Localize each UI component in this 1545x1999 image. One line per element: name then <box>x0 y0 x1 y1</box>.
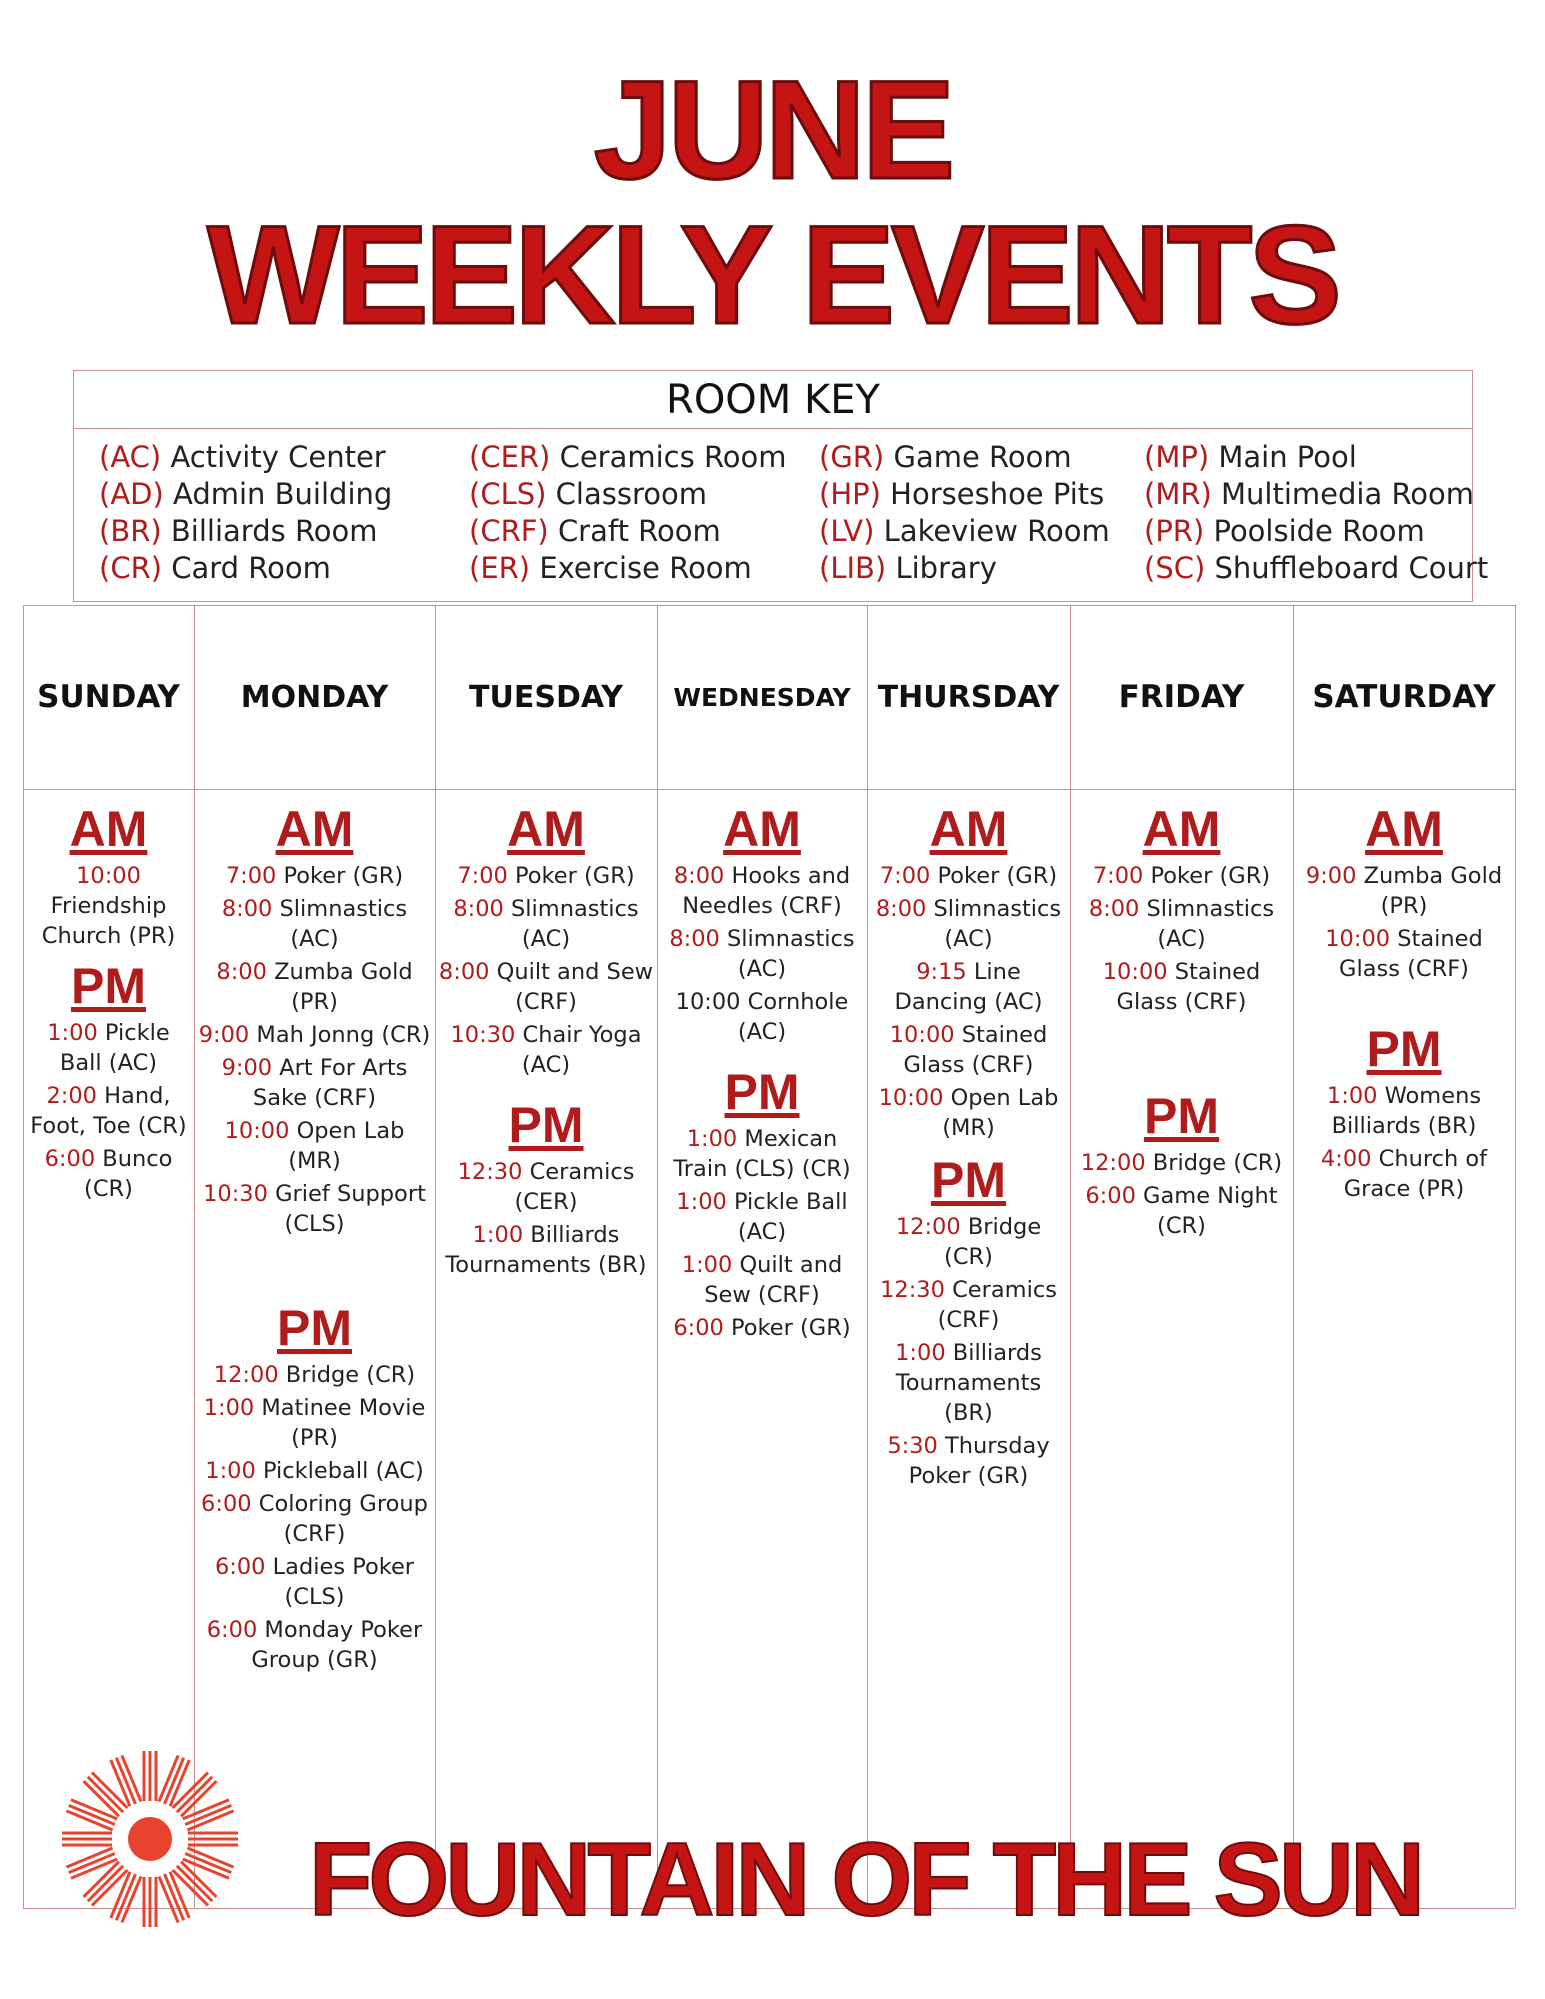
day-header-wednesday: WEDNESDAY <box>673 682 851 712</box>
day-column-wednesday <box>659 800 865 1343</box>
room-name: Card Room <box>171 551 331 585</box>
event-title: Billiards Tournaments (BR) <box>445 1222 647 1278</box>
event-time: 6:00 <box>206 1617 258 1643</box>
event-title: Ladies Poker (CLS) <box>272 1554 415 1610</box>
event-time: 9:00 <box>221 1055 273 1081</box>
room-name: Horseshoe Pits <box>890 477 1105 511</box>
room-code: (ER) <box>469 551 531 585</box>
event-item <box>869 894 1068 954</box>
room-name: Activity Center <box>170 440 386 474</box>
event-time: 8:00 <box>216 959 267 985</box>
day-column-saturday <box>1295 800 1513 1204</box>
event-time: 12:30 <box>457 1159 523 1185</box>
event-title: Poker (GR) <box>937 863 1058 889</box>
event-title: Womens Billiards (BR) <box>1331 1083 1482 1139</box>
title-june: JUNE <box>593 51 952 208</box>
room-code: (MR) <box>1144 477 1212 511</box>
event-item <box>196 1020 433 1050</box>
day-column-tuesday <box>437 800 655 1280</box>
room-code: (CLS) <box>469 477 547 511</box>
event-item <box>25 1018 192 1078</box>
event-title: Bridge (CR) <box>1152 1150 1283 1176</box>
room-key-item <box>819 513 1110 550</box>
event-title: Poker (GR) <box>731 1315 851 1341</box>
event-item <box>869 1212 1068 1272</box>
room-name: Craft Room <box>557 514 721 548</box>
room-key-item <box>1144 439 1488 476</box>
event-title: Pickle Ball (AC) <box>733 1189 848 1245</box>
event-item <box>196 1116 433 1176</box>
grid-column-line <box>867 605 868 1908</box>
grid-column-line <box>194 605 195 1908</box>
room-key-item <box>1144 513 1488 550</box>
room-key-item <box>99 550 392 587</box>
event-item <box>437 957 655 1017</box>
event-item <box>1072 861 1291 891</box>
event-title: Coloring Group (CRF) <box>258 1491 428 1547</box>
event-time: 1:00 <box>681 1252 733 1278</box>
event-time: 8:00 <box>453 896 504 922</box>
event-item <box>659 1313 865 1343</box>
event-title: Friendship Church (PR) <box>41 893 176 949</box>
event-title: 10:00 Cornhole (AC) <box>675 989 849 1045</box>
event-title: Art For Arts Sake (CRF) <box>252 1055 408 1111</box>
event-time: 1:00 <box>686 1126 738 1152</box>
sun-core <box>128 1817 172 1861</box>
event-time: 9:00 <box>1305 863 1357 889</box>
room-key-column-3 <box>819 439 1110 587</box>
event-item <box>1072 957 1291 1017</box>
event-item <box>196 861 433 891</box>
am-heading: AM <box>69 801 148 857</box>
day-header-tuesday: TUESDAY <box>469 679 623 715</box>
room-code: (GR) <box>819 440 885 474</box>
event-item <box>437 861 655 891</box>
event-title: Slimnastics (AC) <box>279 896 408 952</box>
event-item <box>869 1338 1068 1428</box>
event-title: Ceramics (CER) <box>514 1159 635 1215</box>
room-key-column-2 <box>469 439 787 587</box>
am-heading: AM <box>929 801 1008 857</box>
event-time: 6:00 <box>1085 1183 1136 1209</box>
event-item <box>869 861 1068 891</box>
day-column-sunday <box>25 800 192 1204</box>
day-header-friday: FRIDAY <box>1118 679 1245 715</box>
event-item <box>659 1124 865 1184</box>
event-time: 10:00 <box>224 1118 290 1144</box>
event-title: Mah Jonng (CR) <box>256 1022 431 1048</box>
event-item <box>869 1275 1068 1335</box>
am-heading: AM <box>507 801 585 857</box>
event-title: Billiards Tournaments (BR) <box>895 1340 1042 1426</box>
event-item <box>196 1456 433 1486</box>
event-time: 7:00 <box>1092 863 1144 889</box>
am-heading: AM <box>275 801 354 857</box>
event-title: Pickleball (AC) <box>262 1458 424 1484</box>
event-time: 1:00 <box>203 1395 255 1421</box>
event-time: 12:00 <box>895 1214 961 1240</box>
sun-burst-icon <box>40 1744 260 1934</box>
event-item <box>437 1157 655 1217</box>
event-item <box>1072 894 1291 954</box>
room-code: (AD) <box>99 477 164 511</box>
event-item <box>437 1220 655 1280</box>
event-item <box>869 957 1068 1017</box>
event-item <box>869 1431 1068 1491</box>
room-code: (LV) <box>819 514 875 548</box>
event-title: Zumba Gold (PR) <box>274 959 413 1015</box>
event-title: Pickle Ball (AC) <box>59 1020 170 1076</box>
event-time: 2:00 <box>46 1083 97 1109</box>
event-title: Poker (GR) <box>283 863 404 889</box>
room-code: (CR) <box>99 551 163 585</box>
sun-ray <box>177 1866 212 1901</box>
pm-heading: PM <box>931 1152 1006 1208</box>
event-item <box>1072 1181 1291 1241</box>
grid-column-line <box>1515 605 1516 1908</box>
room-name: Exercise Room <box>539 551 752 585</box>
event-title: Slimnastics (AC) <box>933 896 1062 952</box>
event-item <box>25 1081 192 1141</box>
room-key-item <box>819 476 1110 513</box>
event-title: Bunco (CR) <box>84 1146 173 1202</box>
event-title: Stained Glass (CRF) <box>903 1022 1048 1078</box>
room-name: Main Pool <box>1218 440 1357 474</box>
event-time: 9:00 <box>198 1022 250 1048</box>
day-header-sunday: SUNDAY <box>37 679 180 715</box>
room-code: (BR) <box>99 514 162 548</box>
room-code: (LIB) <box>819 551 887 585</box>
event-time: 7:00 <box>457 863 508 889</box>
room-name: Library <box>895 551 997 585</box>
sun-ray <box>88 1777 123 1812</box>
am-heading: AM <box>723 801 801 857</box>
am-heading: AM <box>1142 801 1221 857</box>
event-title: Hooks and Needles (CRF) <box>682 863 851 919</box>
event-item <box>437 1020 655 1080</box>
room-name: Game Room <box>893 440 1072 474</box>
event-title: Grief Support (CLS) <box>275 1181 426 1237</box>
event-time: 10:00 <box>1325 926 1391 952</box>
room-key-item <box>469 513 787 550</box>
event-item <box>1295 861 1513 921</box>
event-item <box>869 1083 1068 1143</box>
pm-heading: PM <box>71 958 146 1014</box>
event-item <box>659 1187 865 1247</box>
pm-heading: PM <box>277 1300 352 1356</box>
event-item <box>1072 1148 1291 1178</box>
event-title: Open Lab (MR) <box>942 1085 1059 1141</box>
room-code: (MP) <box>1144 440 1210 474</box>
room-key-item <box>99 439 392 476</box>
room-key-column-4 <box>1144 439 1488 587</box>
room-name: Classroom <box>555 477 707 511</box>
room-key-item <box>1144 476 1488 513</box>
event-title: Quilt and Sew (CRF) <box>496 959 654 1015</box>
room-code: (HP) <box>819 477 881 511</box>
event-title: Mexican Train (CLS) (CR) <box>673 1126 851 1182</box>
day-header-saturday: SATURDAY <box>1312 679 1496 715</box>
event-title: Chair Yoga (AC) <box>521 1022 642 1078</box>
title-weekly-events: WEEKLY EVENTS <box>207 196 1338 353</box>
footer-title: FOUNTAIN OF THE SUN <box>308 1822 1422 1938</box>
day-header-monday: MONDAY <box>240 679 389 715</box>
grid-column-line <box>23 605 24 1908</box>
event-title: Game Night (CR) <box>1143 1183 1278 1239</box>
event-title: Slimnastics (AC) <box>511 896 639 952</box>
room-key-item <box>469 550 787 587</box>
event-time: 5:30 <box>887 1433 938 1459</box>
event-title: Church of Grace (PR) <box>1343 1146 1488 1202</box>
event-time: 10:00 <box>878 1085 944 1111</box>
event-time: 7:00 <box>225 863 277 889</box>
event-time: 8:00 <box>875 896 927 922</box>
event-item <box>196 1489 433 1549</box>
room-key <box>73 370 1489 602</box>
event-item <box>196 1615 433 1675</box>
event-title: Open Lab (MR) <box>288 1118 405 1174</box>
room-code: (AC) <box>99 440 162 474</box>
event-time: 1:00 <box>895 1340 946 1366</box>
sun-ray <box>88 1866 123 1901</box>
event-title: Stained Glass (CRF) <box>1339 926 1483 982</box>
room-name: Poolside Room <box>1213 514 1425 548</box>
event-time: 1:00 <box>1326 1083 1378 1109</box>
day-column-monday <box>196 800 433 1675</box>
event-item <box>659 1250 865 1310</box>
grid-column-line <box>1070 605 1071 1908</box>
event-title: Monday Poker Group (GR) <box>251 1617 423 1673</box>
event-item <box>1295 1081 1513 1141</box>
grid-header-divider <box>23 789 1515 790</box>
event-time: 12:30 <box>880 1277 945 1303</box>
event-time: 6:00 <box>201 1491 252 1517</box>
event-title: Poker (GR) <box>1150 863 1271 889</box>
event-item <box>659 861 865 921</box>
pm-heading: PM <box>1144 1088 1219 1144</box>
event-title: Hand, Foot, Toe (CR) <box>30 1083 187 1139</box>
room-key-title: ROOM KEY <box>74 371 1472 429</box>
room-code: (CRF) <box>469 514 549 548</box>
event-item <box>869 1020 1068 1080</box>
room-key-column-1 <box>99 439 392 587</box>
event-item <box>196 1393 433 1453</box>
event-item <box>196 1053 433 1113</box>
day-column-thursday <box>869 800 1068 1491</box>
event-time: 8:00 <box>221 896 273 922</box>
room-code: (PR) <box>1144 514 1205 548</box>
event-time: 1:00 <box>205 1458 256 1484</box>
event-item <box>196 894 433 954</box>
event-item <box>25 1144 192 1204</box>
day-column-friday <box>1072 800 1291 1241</box>
event-time: 10:00 <box>76 863 141 889</box>
event-title: Line Dancing (AC) <box>894 959 1043 1015</box>
event-item <box>659 987 865 1047</box>
sun-ray <box>177 1777 212 1812</box>
event-time: 9:15 <box>916 959 967 985</box>
event-item <box>1295 924 1513 984</box>
event-item <box>196 1552 433 1612</box>
event-item <box>25 861 192 951</box>
event-title: Slimnastics (AC) <box>727 926 855 982</box>
event-item <box>196 957 433 1017</box>
pm-heading: PM <box>1366 1021 1442 1077</box>
grid-column-line <box>1293 605 1294 1908</box>
event-time: 8:00 <box>438 959 490 985</box>
event-time: 8:00 <box>669 926 720 952</box>
event-time: 8:00 <box>1088 896 1140 922</box>
event-item <box>1295 1144 1513 1204</box>
event-item <box>196 1360 433 1390</box>
event-title: Bridge (CR) <box>285 1362 416 1388</box>
event-time: 6:00 <box>214 1554 266 1580</box>
event-title: Poker (GR) <box>515 863 635 889</box>
event-time: 10:00 <box>889 1022 955 1048</box>
grid-column-line <box>657 605 658 1908</box>
event-item <box>659 924 865 984</box>
day-header-thursday: THURSDAY <box>877 679 1060 715</box>
room-key-item <box>99 513 392 550</box>
event-time: 1:00 <box>676 1189 727 1215</box>
event-time: 12:00 <box>1080 1150 1146 1176</box>
room-key-item <box>469 476 787 513</box>
event-title: Zumba Gold (PR) <box>1363 863 1503 919</box>
room-name: Lakeview Room <box>883 514 1110 548</box>
event-time: 4:00 <box>1320 1146 1372 1172</box>
grid-column-line <box>435 605 436 1908</box>
room-key-item <box>99 476 392 513</box>
event-title: Stained Glass (CRF) <box>1116 959 1261 1015</box>
event-time: 10:30 <box>203 1181 268 1207</box>
event-time: 8:00 <box>673 863 725 889</box>
room-name: Ceramics Room <box>559 440 787 474</box>
event-title: Slimnastics (AC) <box>1146 896 1275 952</box>
pm-heading: PM <box>508 1097 584 1153</box>
event-time: 10:00 <box>1102 959 1168 985</box>
event-time: 6:00 <box>673 1315 724 1341</box>
room-name: Shuffleboard Court <box>1214 551 1489 585</box>
room-name: Multimedia Room <box>1221 477 1475 511</box>
event-time: 7:00 <box>879 863 931 889</box>
event-title: Thursday Poker (GR) <box>908 1433 1050 1489</box>
room-key-item <box>819 439 1110 476</box>
room-key-item <box>1144 550 1488 587</box>
event-item <box>437 894 655 954</box>
event-item <box>196 1179 433 1239</box>
room-code: (SC) <box>1144 551 1206 585</box>
event-title: Quilt and Sew (CRF) <box>704 1252 843 1308</box>
room-name: Billiards Room <box>170 514 378 548</box>
room-key-item <box>819 550 1110 587</box>
event-time: 1:00 <box>472 1222 524 1248</box>
event-time: 10:30 <box>450 1022 516 1048</box>
event-title: Bridge (CR) <box>944 1214 1042 1270</box>
room-key-item <box>469 439 787 476</box>
event-time: 1:00 <box>47 1020 98 1046</box>
room-name: Admin Building <box>173 477 393 511</box>
am-heading: AM <box>1365 801 1443 857</box>
event-time: 6:00 <box>44 1146 96 1172</box>
event-time: 12:00 <box>213 1362 279 1388</box>
event-title: Ceramics (CRF) <box>937 1277 1057 1333</box>
pm-heading: PM <box>724 1064 800 1120</box>
room-code: (CER) <box>469 440 551 474</box>
event-title: Matinee Movie (PR) <box>261 1395 426 1451</box>
